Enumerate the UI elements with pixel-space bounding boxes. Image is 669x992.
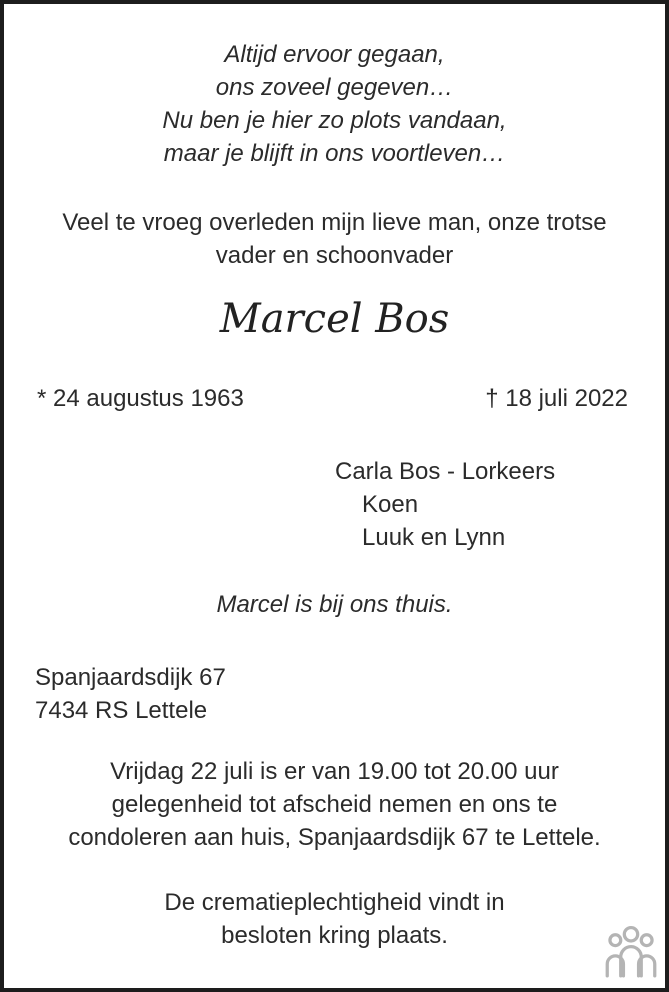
cremation-info [4, 886, 665, 952]
poem-line: maar je blijft in ons voortleven… [163, 140, 506, 167]
family-names [335, 455, 665, 554]
intro-line: Veel te vroeg overleden mijn lieve man, onze trotse [62, 209, 607, 236]
family-line: Luuk en Lynn [362, 524, 506, 551]
cremation-line: besloten kring plaats. [221, 922, 448, 949]
poem-line: Nu ben je hier zo plots vandaan, [162, 107, 507, 134]
intro-line: vader en schoonvader [215, 242, 454, 269]
poem-line: Altijd ervoor gegaan, [224, 41, 445, 68]
deceased-name: Marcel Bos [219, 296, 450, 342]
family-line: Koen [362, 491, 419, 518]
family-line: Carla Bos - Lorkeers [335, 458, 556, 485]
address-line: 7434 RS Lettele [35, 697, 208, 724]
family-icon [605, 924, 657, 978]
life-dates [4, 382, 665, 415]
home-address [35, 661, 665, 727]
poem [4, 38, 665, 170]
birth-date: * 24 augustus 1963 [37, 385, 244, 412]
closing-line: Marcel is bij ons thuis. [216, 591, 453, 618]
visitation-line: Vrijdag 22 juli is er van 19.00 tot 20.00 uur [110, 758, 559, 785]
death-date: † 18 juli 2022 [485, 385, 628, 412]
address-line: Spanjaardsdijk 67 [35, 664, 226, 691]
visitation-line: gelegenheid tot afscheid nemen en ons te [111, 791, 558, 818]
intro-text [4, 206, 665, 272]
cremation-line: De crematieplechtigheid vindt in [164, 889, 505, 916]
poem-line: ons zoveel gegeven… [215, 74, 454, 101]
visitation-line: condoleren aan huis, Spanjaardsdijk 67 te Lettele. [68, 824, 601, 851]
visitation-info [4, 755, 665, 854]
